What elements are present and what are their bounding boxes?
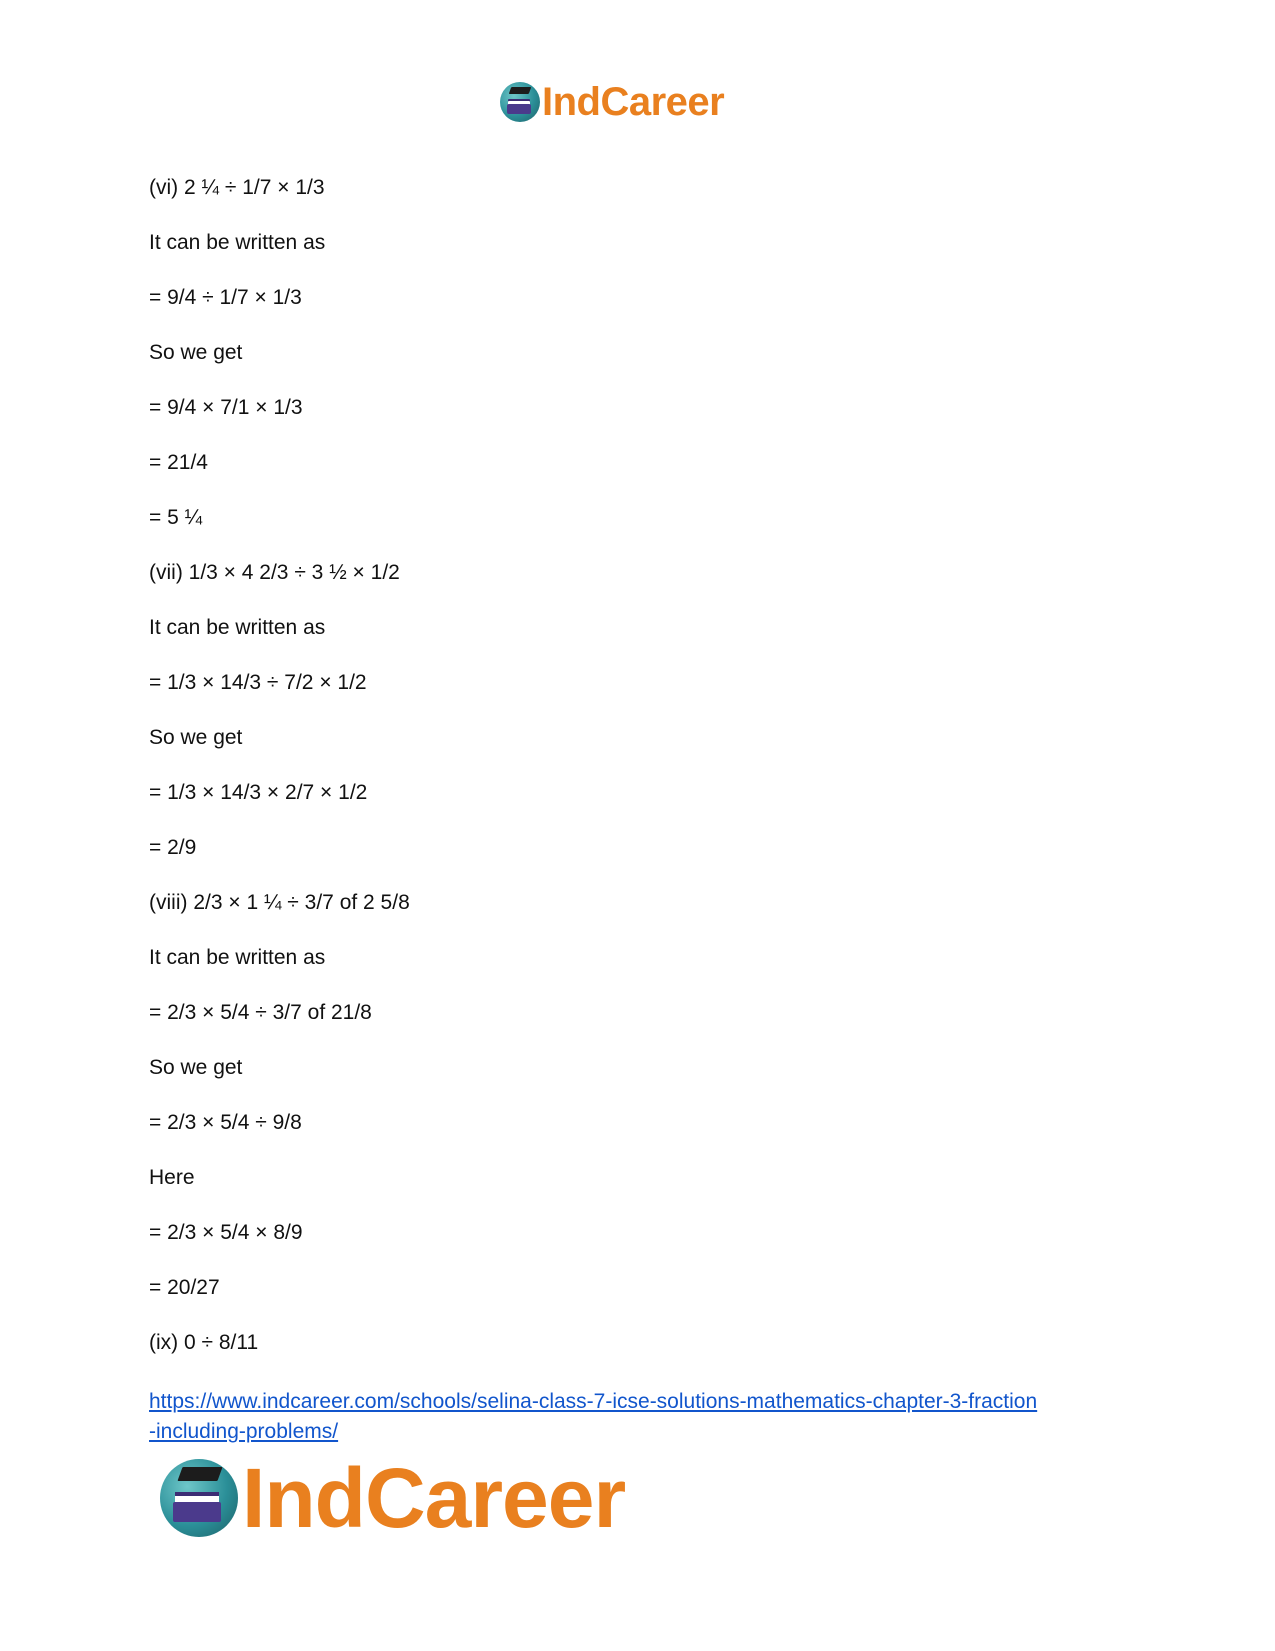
solution-line: (vi) 2 ¼ ÷ 1/7 × 1/3 [149,176,325,199]
solution-line: It can be written as [149,946,326,969]
source-link[interactable] [149,1390,1037,1443]
source-link-block [149,1387,1149,1447]
solution-line: = 1/3 × 14/3 ÷ 7/2 × 1/2 [149,671,367,694]
solution-line: = 20/27 [149,1276,220,1299]
solution-line: (ix) 0 ÷ 8/11 [149,1331,259,1354]
header-logo [500,78,724,126]
solution-line: So we get [149,341,243,364]
solution-line: = 2/3 × 5/4 ÷ 9/8 [149,1111,302,1134]
solution-line: It can be written as [149,231,326,254]
solution-line: (vii) 1/3 × 4 2/3 ÷ 3 ½ × 1/2 [149,561,400,584]
solution-line: = 1/3 × 14/3 × 2/7 × 1/2 [149,781,368,804]
source-link-line-1: https://www.indcareer.com/schools/selina-class-7-icse-solutions-mathematics-chapter-3-fraction [149,1390,1038,1413]
footer-logo [160,1453,625,1543]
solution-line: = 9/4 × 7/1 × 1/3 [149,396,303,419]
solution-line: = 2/3 × 5/4 ÷ 3/7 of 21/8 [149,1001,372,1024]
solution-line: = 21/4 [149,451,208,474]
solution-line: (viii) 2/3 × 1 ¼ ÷ 3/7 of 2 5/8 [149,891,410,914]
solution-line: Here [149,1166,195,1189]
footer-brand-text: IndCareer [242,1451,626,1545]
solution-line: So we get [149,1056,243,1079]
graduation-book-icon [160,1459,238,1537]
solution-line: So we get [149,726,243,749]
solution-line: = 5 ¼ [149,506,203,529]
source-link-line-2: -including-problems/ [149,1420,339,1443]
solution-line: = 2/9 [149,836,197,859]
graduation-book-icon [500,82,540,122]
solution-line: = 9/4 ÷ 1/7 × 1/3 [149,286,302,309]
header-brand-text: IndCareer [542,80,725,124]
solution-body [149,176,1129,1386]
solution-line: = 2/3 × 5/4 × 8/9 [149,1221,303,1244]
solution-line: It can be written as [149,616,326,639]
